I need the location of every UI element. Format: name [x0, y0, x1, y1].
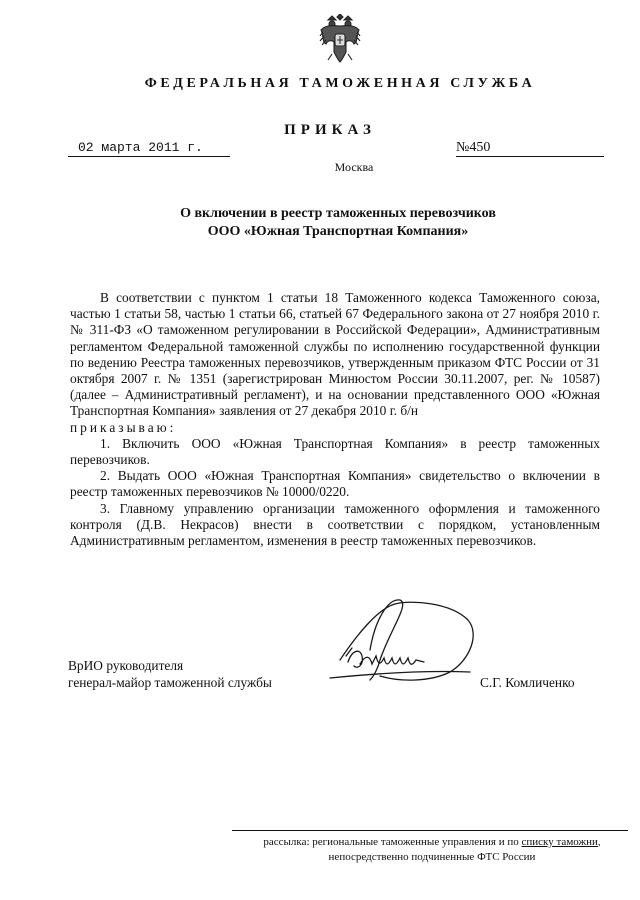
- signer-position-line-1: ВрИО руководителя: [68, 658, 184, 673]
- order-number: №450: [456, 140, 604, 157]
- distribution-line-2: непосредственно подчиненные ФТС России: [328, 851, 536, 863]
- distribution-divider: [232, 830, 628, 831]
- order-word: приказываю:: [70, 419, 177, 435]
- subject-line-1: О включении в реестр таможенных перевозчиков: [180, 206, 496, 221]
- distribution-list-link: списку таможни: [521, 836, 598, 848]
- signer-name: С.Г. Комличенко: [480, 675, 575, 690]
- distribution-suffix: ,: [597, 836, 601, 848]
- handwritten-signature-icon: [300, 590, 500, 700]
- order-city: Москва: [334, 160, 374, 174]
- distribution-note: [232, 835, 632, 865]
- signer-position-line-2: генерал-майор таможенной службы: [68, 675, 272, 690]
- double-headed-eagle-emblem-icon: [318, 14, 362, 64]
- order-item-1: 1. Включить ООО «Южная Транспортная Компания» в реестр таможенных перевозчиков.: [70, 435, 600, 468]
- agency-name: ФЕДЕРАЛЬНАЯ ТАМОЖЕННАЯ СЛУЖБА: [144, 76, 536, 91]
- order-body: [70, 290, 600, 549]
- subject-line-2: ООО «Южная Транспортная Компания»: [207, 224, 469, 239]
- preamble-paragraph: В соответствии с пунктом 1 статьи 18 Таможенного кодекса Таможенного союза, частью 1 статьи 58, частью 1 статьи 66, статьей 67 Федерального закона от 27 ноября 2010 г. № 311-ФЗ «О таможенном регулировании в Российской Федерации», Административным регламентом Федеральной таможенной службы по исполнению государственной функции по ведению Реестра таможенных перевозчиков, утвержденным приказом ФТС России от 31 октября 2007 г. № 1351 (зарегистрирован Минюстом России 30.11.2007, рег. № 10587) (далее – Административный регламент), и на основании представленного ООО «Южная Транспортная Компания» заявления от 27 декабря 2010 г. б/н: [70, 290, 600, 419]
- order-subject: [18, 205, 640, 241]
- order-item-2: 2. Выдать ООО «Южная Транспортная Компания» свидетельство о включении в реестр таможенных перевозчиков № 10000/0220.: [70, 468, 600, 500]
- distribution-prefix: рассылка: региональные таможенные управления и по: [263, 836, 522, 848]
- order-date: 02 марта 2011 г.: [68, 140, 230, 157]
- order-item-3: 3. Главному управлению организации таможенного оформления и таможенного контроля (Д.В. Некрасов) внести в соответствии с порядком, установленным Административным регламентом, изменения в реестр таможенных перевозчиков.: [70, 500, 600, 549]
- distribution-line-1: [232, 835, 632, 850]
- signer-position: [68, 657, 328, 691]
- document-type: ПРИКАЗ: [284, 122, 376, 138]
